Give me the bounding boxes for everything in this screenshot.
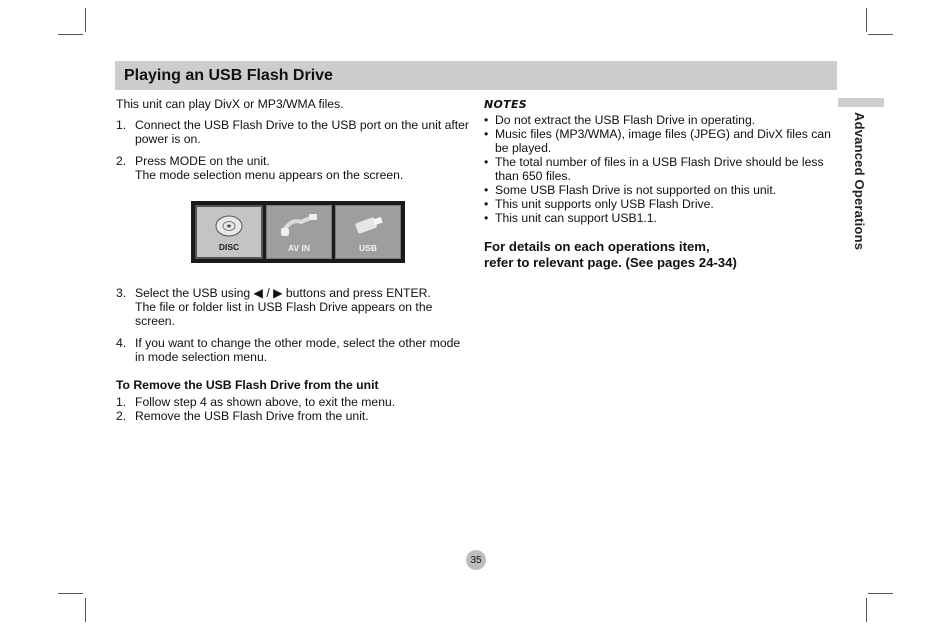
crop-mark: [866, 598, 867, 622]
crop-mark: [868, 34, 893, 35]
note-item: • The total number of files in a USB Flash Drive should be less than 650 files.: [484, 155, 832, 183]
note-item: • Some USB Flash Drive is not supported on this unit.: [484, 183, 832, 197]
remove-step-item: [116, 395, 472, 409]
steps-list: [116, 118, 472, 182]
menu-tile-label: DISC: [218, 242, 240, 252]
note-item: • Music files (MP3/WMA), image files (JPEG) and DivX files can be played.: [484, 127, 832, 155]
note-item: • Do not extract the USB Flash Drive in operating.: [484, 113, 832, 127]
crop-mark: [58, 34, 83, 35]
step-item: [116, 336, 472, 364]
step-number: 2.: [116, 154, 127, 168]
notes-title: NOTES: [484, 98, 527, 111]
step-text: Follow step 4 as shown above, to exit the menu.: [135, 395, 396, 409]
menu-tile-label: USB: [359, 243, 377, 253]
note-item: • This unit can support USB1.1.: [484, 211, 832, 225]
note-item: • This unit supports only USB Flash Drive.: [484, 197, 832, 211]
menu-tile-usb: [335, 205, 401, 259]
usb-stick-icon: [350, 212, 386, 238]
menu-tile-label: AV IN: [287, 243, 311, 253]
remove-steps-list: [116, 395, 472, 423]
step-text: Remove the USB Flash Drive from the unit.: [135, 409, 369, 423]
remove-step-item: [116, 409, 472, 423]
step-item: [116, 118, 472, 146]
details-line: For details on each operations item,: [484, 239, 710, 254]
av-cable-icon: [279, 212, 319, 238]
step-number: 2.: [116, 409, 127, 423]
crop-mark: [866, 8, 867, 32]
left-column: [116, 97, 472, 423]
step-item: [116, 286, 472, 328]
page-number: 35: [466, 550, 486, 570]
menu-tile-disc: [195, 205, 263, 259]
step-text: Connect the USB Flash Drive to the USB port on the unit after power is on.: [135, 118, 469, 146]
crop-mark: [58, 593, 83, 594]
step-text: If you want to change the other mode, select the other mode in mode selection menu.: [135, 336, 461, 364]
step-subtext: The mode selection menu appears on the screen.: [135, 168, 404, 182]
step-number: 3.: [116, 286, 127, 300]
side-tab-bar: [838, 98, 884, 107]
details-reference: [484, 239, 832, 271]
menu-tile-av-in: [266, 205, 332, 259]
crop-mark: [868, 593, 893, 594]
details-line: refer to relevant page. (See pages 24-34): [484, 255, 737, 270]
step-item: [116, 154, 472, 182]
notes-list: [484, 113, 832, 225]
crop-mark: [85, 8, 86, 32]
step-number: 4.: [116, 336, 127, 350]
right-column: [484, 98, 832, 271]
intro-text: This unit can play DivX or MP3/WMA files.: [116, 97, 344, 111]
mode-selection-menu-image: [191, 201, 405, 263]
page-title: Playing an USB Flash Drive: [124, 66, 333, 84]
step-number: 1.: [116, 118, 127, 132]
step-text: Select the USB using ◀ / ▶ buttons and press ENTER.: [135, 286, 431, 300]
side-section-label: Advanced Operations: [852, 112, 867, 251]
remove-heading: To Remove the USB Flash Drive from the unit: [116, 378, 379, 392]
step-subtext: The file or folder list in USB Flash Drive appears on the screen.: [135, 300, 433, 328]
step-text: Press MODE on the unit.: [135, 154, 270, 168]
disc-icon: [214, 213, 244, 239]
steps-list-continued: [116, 286, 472, 364]
step-number: 1.: [116, 395, 127, 409]
crop-mark: [85, 598, 86, 622]
section-title-bar: [115, 61, 837, 90]
